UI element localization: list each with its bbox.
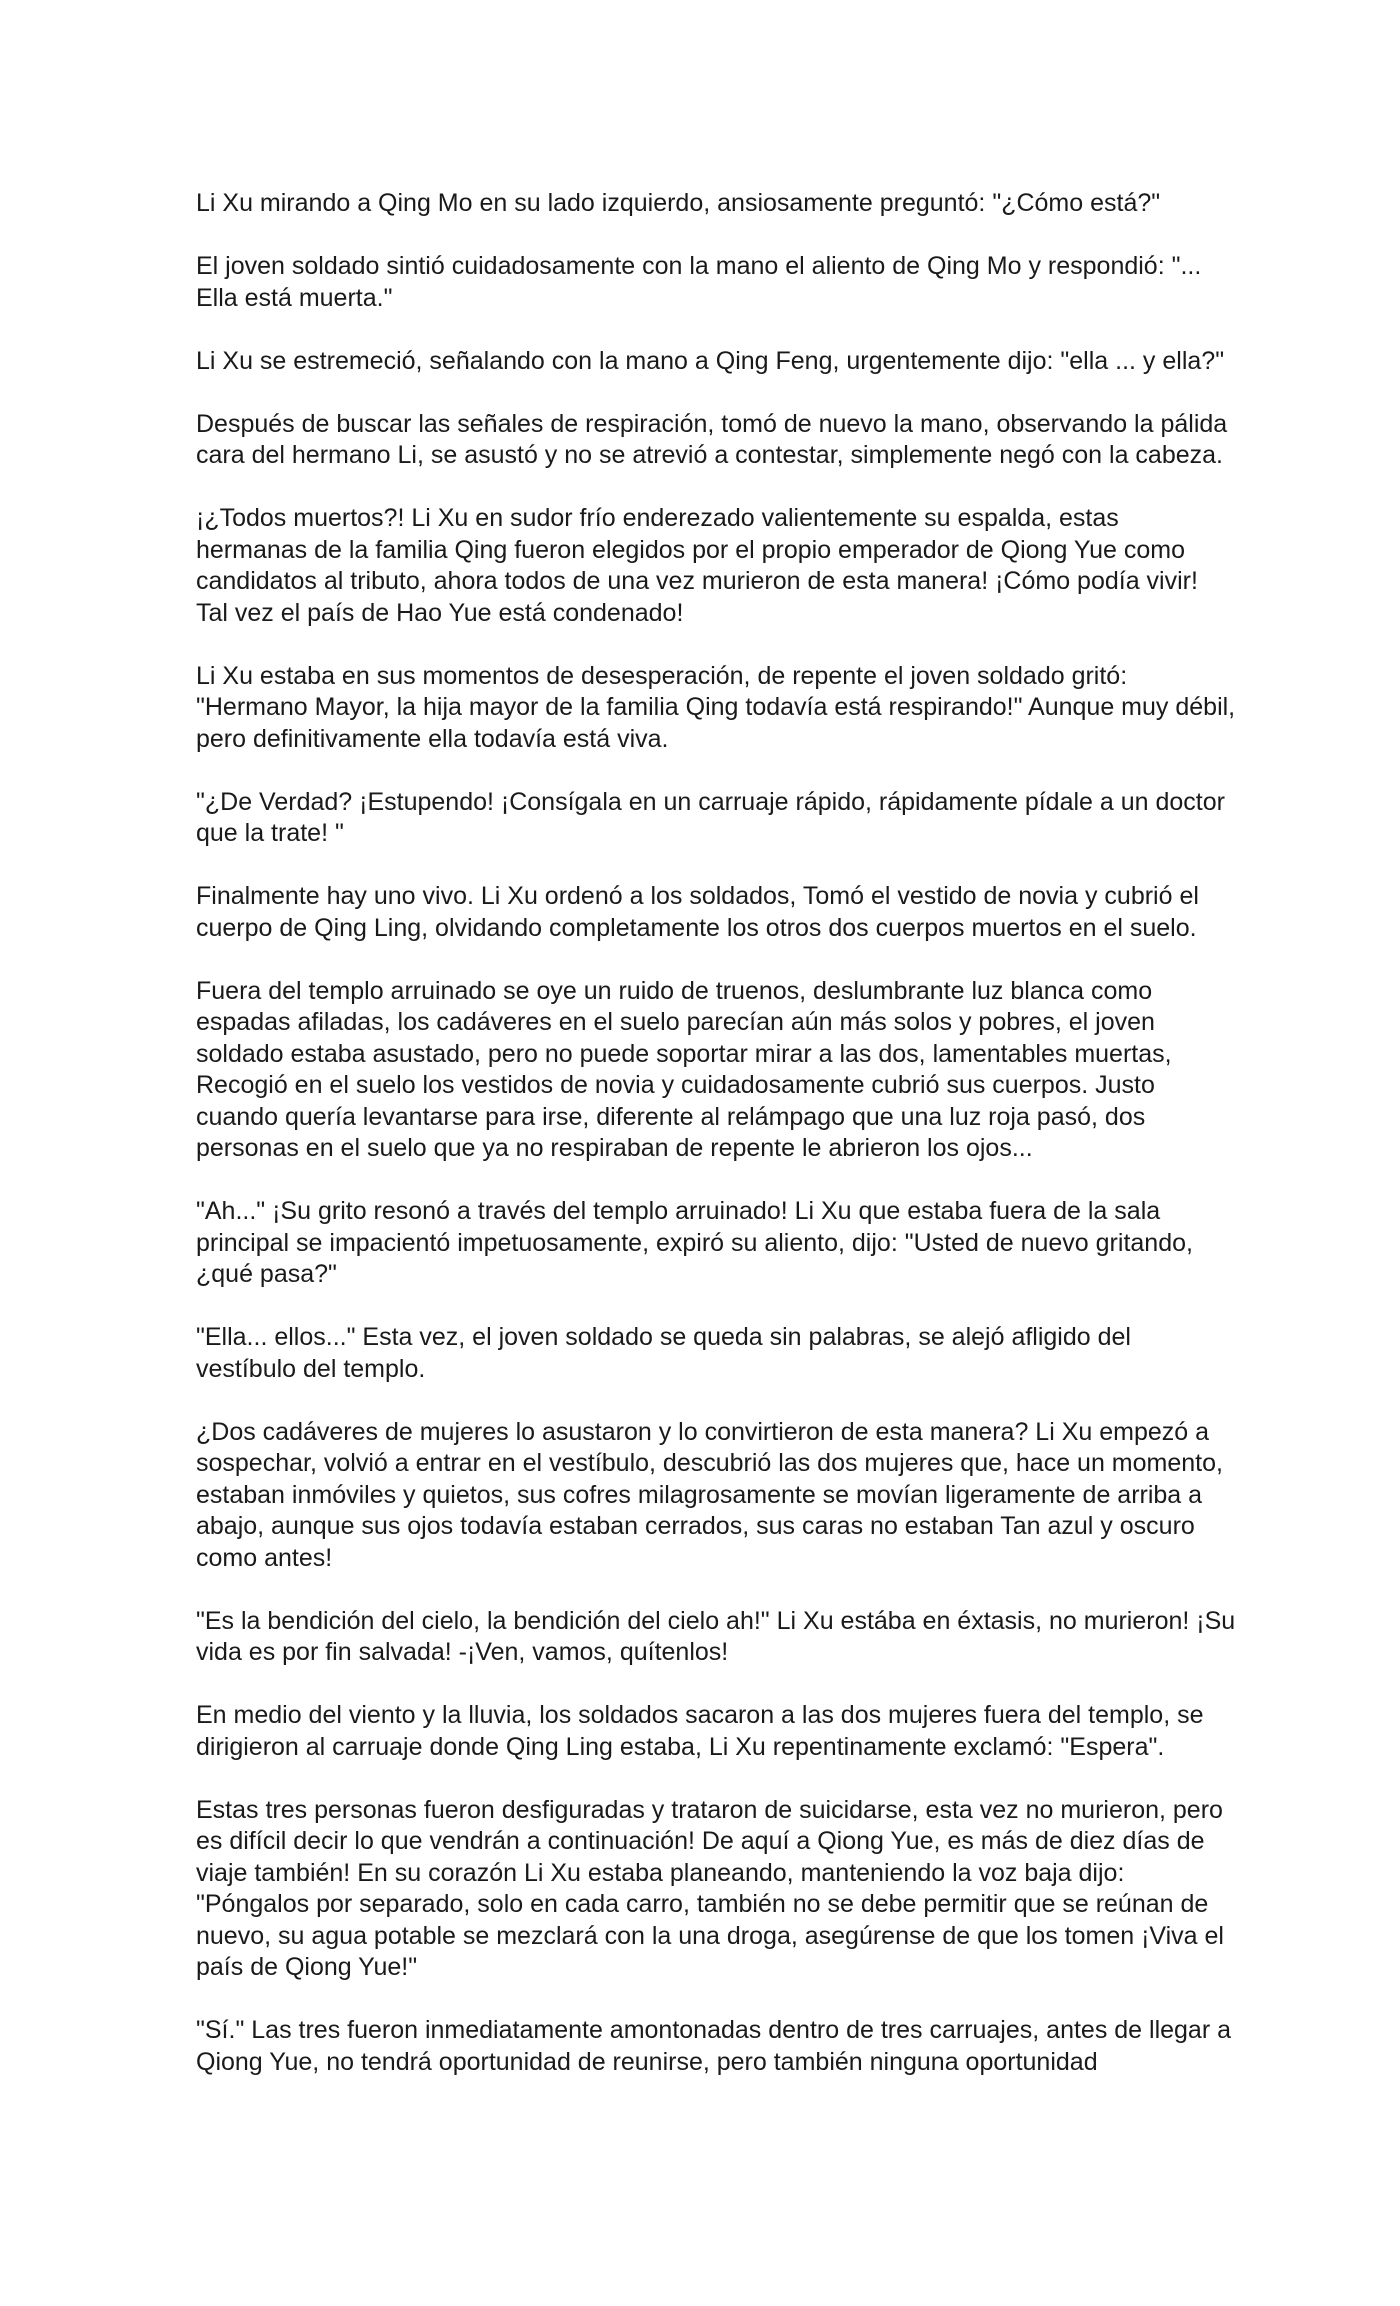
- paragraph-12: ¿Dos cadáveres de mujeres lo asustaron y lo convirtieron de esta manera? Li Xu empezó a sospechar, volvió a entrar en el vestíbulo, descubrió las dos mujeres que, hace un momento, estaban inmóviles y quietos, sus cofres milagrosamente se movían ligeramente de arriba a abajo, aunque sus ojos todavía estaban cerrados, sus caras no estaban Tan azul y oscuro como antes!: [196, 1417, 1223, 1572]
- paragraph-10: "Ah..." ¡Su grito resonó a través del templo arruinado! Li Xu que estaba fuera de la sala principal se impacientó impetuosamente, expiró su aliento, dijo: "Usted de nuevo gritando, ¿qué pasa?": [196, 1197, 1193, 1288]
- paragraph-15: Estas tres personas fueron desfiguradas y trataron de suicidarse, esta vez no murieron, pero es difícil decir lo que vendrán a continuación! De aquí a Qiong Yue, es más de diez días de viaje también! En su corazón Li Xu estaba planeando, manteniendo la voz baja dijo: "Póngalos por separado, solo en cada carro, también no se debe permitir que se reúnan de nuevo, su agua potable se mezclará con la una droga, asegúrense de que los tomen ¡Viva el país de Qiong Yue!": [196, 1795, 1224, 1981]
- paragraph-16: "Sí." Las tres fueron inmediatamente amontonadas dentro de tres carruajes, antes de llegar a Qiong Yue, no tendrá oportunidad de reunirse, pero también ninguna oportunidad: [196, 2016, 1232, 2076]
- paragraph-8: Finalmente hay uno vivo. Li Xu ordenó a los soldados, Tomó el vestido de novia y cubrió el cuerpo de Qing Ling, olvidando completamente los otros dos cuerpos muertos en el suelo.: [196, 882, 1199, 942]
- paragraph-2: El joven soldado sintió cuidadosamente con la mano el aliento de Qing Mo y respondió: "... Ella está muerta.": [196, 252, 1202, 312]
- paragraph-11: "Ella... ellos..." Esta vez, el joven soldado se queda sin palabras, se alejó afligido del vestíbulo del templo.: [196, 1323, 1131, 1383]
- paragraph-9: Fuera del templo arruinado se oye un ruido de truenos, deslumbrante luz blanca como espadas afiladas, los cadáveres en el suelo parecían aún más solos y pobres, el joven soldado estaba asustado, pero no puede soportar mirar a las dos, lamentables muertas, Recogió en el suelo los vestidos de novia y cuidadosamente cubrió sus cuerpos. Justo cuando quería levantarse para irse, diferente al relámpago que una luz roja pasó, dos personas en el suelo que ya no respiraban de repente le abrieron los ojos...: [196, 976, 1172, 1162]
- paragraph-14: En medio del viento y la lluvia, los soldados sacaron a las dos mujeres fuera del templo, se dirigieron al carruaje donde Qing Ling estaba, Li Xu repentinamente exclamó: "Espera".: [196, 1701, 1204, 1761]
- paragraph-4: Después de buscar las señales de respiración, tomó de nuevo la mano, observando la pálida cara del hermano Li, se asustó y no se atrevió a contestar, simplemente negó con la cabeza.: [196, 409, 1228, 469]
- story-text: [196, 188, 1236, 2078]
- paragraph-7: "¿De Verdad? ¡Estupendo! ¡Consígala en un carruaje rápido, rápidamente pídale a un doctor que la trate! ": [196, 787, 1225, 847]
- paragraph-3: Li Xu se estremeció, señalando con la mano a Qing Feng, urgentemente dijo: "ella ... y ella?": [196, 346, 1225, 375]
- paragraph-1: Li Xu mirando a Qing Mo en su lado izquierdo, ansiosamente preguntó: "¿Cómo está?": [196, 189, 1161, 217]
- paragraph-13: "Es la bendición del cielo, la bendición del cielo ah!" Li Xu estába en éxtasis, no murieron! ¡Su vida es por fin salvada! -¡Ven, vamos, quítenlos!: [196, 1606, 1236, 1666]
- paragraph-5: ¡¿Todos muertos?! Li Xu en sudor frío enderezado valientemente su espalda, estas hermanas de la familia Qing fueron elegidos por el propio emperador de Qiong Yue como candidatos al tributo, ahora todos de una vez murieron de esta manera! ¡Cómo podía vivir! Tal vez el país de Hao Yue está condenado!: [196, 504, 1198, 627]
- paragraph-6: Li Xu estaba en sus momentos de desesperación, de repente el joven soldado gritó: "Hermano Mayor, la hija mayor de la familia Qing todavía está respirando!" Aunque muy débil, pero definitivamente ella todavía está viva.: [196, 661, 1236, 753]
